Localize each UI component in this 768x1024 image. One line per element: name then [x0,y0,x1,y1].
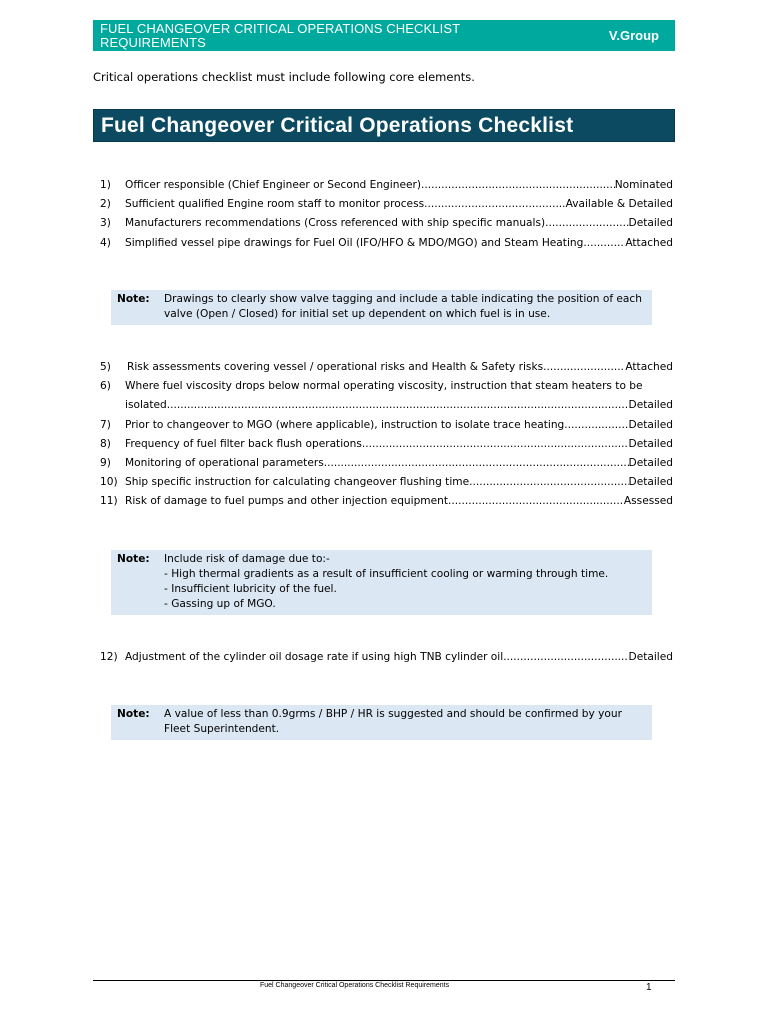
item-number: 7) [100,418,111,431]
note-bullet: - Insufficient lubricity of the fuel. [164,583,337,595]
checklist-group-1 [93,176,673,253]
dot-leader [503,648,628,667]
item-text: Where fuel viscosity drops below normal operating viscosity, instruction that steam heaters to be [125,380,643,393]
checklist-item [93,195,673,214]
checklist-item [93,473,673,492]
note-intro: Include risk of damage due to:- [164,553,330,565]
note-label: Note: [117,708,150,720]
dot-leader [469,473,628,492]
item-number: 1) [100,179,111,191]
document-header-bar [93,20,675,51]
item-text: Officer responsible (Chief Engineer or Second Engineer) [125,179,421,191]
note-bullet: - High thermal gradients as a result of insufficient cooling or warming through time. [164,568,609,580]
item-text: Risk assessments covering vessel / operational risks and Health & Safety risks [127,361,544,373]
dot-leader [545,214,628,233]
checklist-group-3 [93,648,673,667]
item-text: Simplified vessel pipe drawings for Fuel Oil (IFO/HFO & MDO/MGO) and Steam Heating [125,236,584,249]
item-number: 10) [100,476,118,489]
dot-leader [564,416,628,435]
item-status: Detailed [628,418,673,431]
document-header-title: FUEL CHANGEOVER CRITICAL OPERATIONS CHECKLIST REQUIREMENTS [100,21,460,50]
item-text: Risk of damage to fuel pumps and other injection equipment [125,495,449,508]
checklist-item [93,648,673,667]
item-number: 3) [100,217,111,230]
checklist-item [93,176,673,195]
note-label: Note: [117,293,150,305]
item-text: Ship specific instruction for calculating changeover flushing time [125,476,470,489]
checklist-item [93,234,673,253]
note-text [164,552,646,612]
dot-leader [543,358,625,377]
item-number: 2) [100,198,111,211]
item-status: Detailed [628,456,673,469]
item-status: Detailed [628,476,673,489]
item-number: 6) [100,380,111,393]
footer-divider [93,980,675,981]
item-status: Nominated [614,179,673,191]
item-number: 9) [100,456,111,469]
item-status: Assessed [623,495,673,508]
item-status: Attached [625,236,673,249]
note-box [111,705,652,740]
dot-leader [167,396,629,415]
item-status: Detailed [628,217,673,230]
checklist-title-box [93,109,675,142]
item-status: Detailed [628,437,673,450]
checklist-item [93,214,673,233]
item-text: Monitoring of operational parameters [125,456,324,469]
item-text: Frequency of fuel filter back flush operations [125,437,362,450]
item-status: Available & Detailed [565,198,673,211]
note-box [111,290,652,325]
checklist-item [93,492,673,511]
checklist-item [93,377,673,396]
checklist-item [93,435,673,454]
note-bullet: - Gassing up of MGO. [164,598,276,610]
item-number: 8) [100,437,111,450]
dot-leader [324,454,629,473]
checklist-title: Fuel Changeover Critical Operations Checklist [101,114,574,137]
note-box [111,550,652,615]
item-text: Prior to changeover to MGO (where applicable), instruction to isolate trace heating [125,418,565,431]
checklist-group-2 [93,358,673,512]
item-status: Detailed [628,399,673,412]
dot-leader [448,492,624,511]
dot-leader [583,234,625,253]
note-text: Drawings to clearly show valve tagging and include a table indicating the position of each valve (Open / Closed) for initial set up dependent on which fuel is in use. [164,293,642,320]
dot-leader [424,195,565,214]
intro-text: Critical operations checklist must include following core elements. [93,70,475,84]
checklist-item [93,416,673,435]
item-number: 4) [100,236,111,249]
item-number: 12) [100,651,118,663]
note-label: Note: [117,553,150,565]
dot-leader [362,435,629,454]
item-text: Manufacturers recommendations (Cross referenced with ship specific manuals) [125,217,546,230]
note-text: A value of less than 0.9grms / BHP / HR is suggested and should be confirmed by your Fleet Superintendent. [164,708,622,735]
item-text: isolated [125,399,167,412]
footer-text: Fuel Changeover Critical Operations Checklist Requirements [260,982,450,989]
checklist-item [93,358,673,377]
checklist-item [93,454,673,473]
page-number: 1 [646,982,652,993]
item-number: 5) [100,361,111,373]
dot-leader [421,176,615,195]
item-number: 11) [100,495,118,508]
checklist-item-continuation [93,396,673,415]
item-status: Detailed [628,651,673,663]
item-text: Sufficient qualified Engine room staff to monitor process [125,198,425,211]
brand-name: V.Group [608,28,659,43]
item-text: Adjustment of the cylinder oil dosage rate if using high TNB cylinder oil [125,651,504,663]
item-status: Attached [625,361,673,373]
